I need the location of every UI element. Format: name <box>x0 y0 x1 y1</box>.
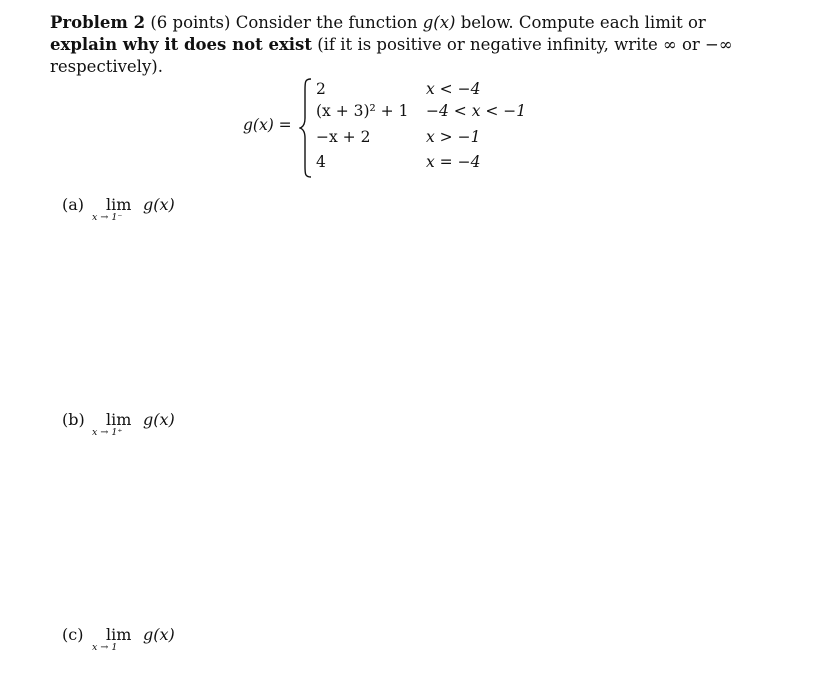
case-expr-2: (x + 3)² + 1 <box>316 102 409 120</box>
left-brace <box>299 78 313 178</box>
case-cond-4: x = −4 <box>426 153 481 171</box>
limit-subscript: x → 1⁺ <box>92 427 123 438</box>
problem-points: (6 points) <box>150 13 231 32</box>
case-expr-1: 2 <box>316 80 326 98</box>
part-label: (c) <box>62 625 84 644</box>
case-expr-4: 4 <box>316 153 326 171</box>
function-definition <box>243 78 563 178</box>
case-expr-3: −x + 2 <box>316 128 371 146</box>
case-cond-3: x > −1 <box>426 128 481 146</box>
part-label: (b) <box>62 410 85 429</box>
problem-explain-emphasis: explain why it does not exist <box>50 35 312 54</box>
problem-text-a: Consider the function <box>235 13 418 32</box>
problem-statement <box>50 12 770 78</box>
case-cond-2: −4 < x < −1 <box>426 102 527 120</box>
limit-subscript: x → 1 <box>92 642 118 653</box>
function-name: g(x) <box>422 13 456 32</box>
limit-subscript: x → 1⁻ <box>92 212 123 223</box>
function-lhs: g(x) = <box>243 116 292 134</box>
problem-number: Problem 2 <box>50 13 146 32</box>
case-cond-1: x < −4 <box>426 80 481 98</box>
part-label: (a) <box>62 195 85 214</box>
problem-text-b: below. Compute each limit or <box>460 13 706 32</box>
problem-text-c: (if it is positive or negative infinity, write ∞ or −∞ respectively). <box>50 35 733 76</box>
limit-function: g(x) <box>143 410 175 429</box>
limit-function: g(x) <box>143 625 175 644</box>
limit-operator: lim <box>106 625 132 644</box>
limit-operator: lim <box>106 410 132 429</box>
limit-function: g(x) <box>143 195 175 214</box>
limit-operator: lim <box>106 195 132 214</box>
